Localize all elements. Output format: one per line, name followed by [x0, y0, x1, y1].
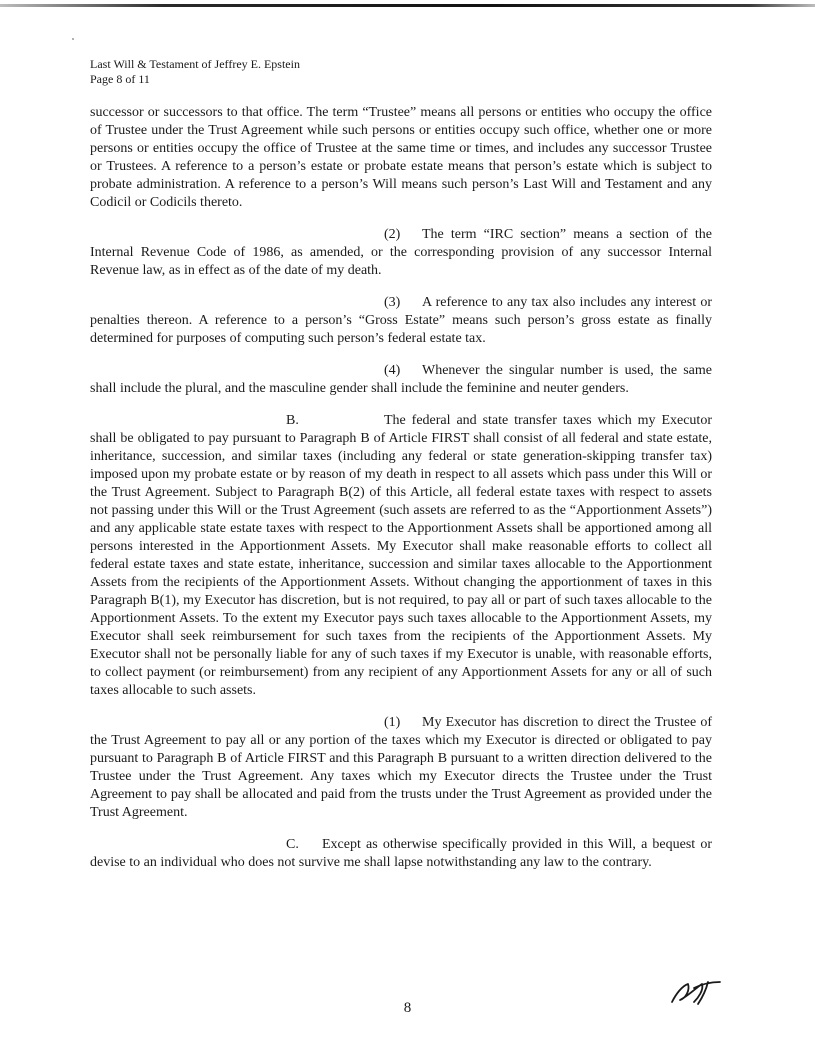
paragraph-b1-number: (1) — [384, 715, 401, 730]
document-title: Last Will & Testament of Jeffrey E. Epstein — [90, 57, 300, 71]
paragraph-4-text: Whenever the singular number is used, the same shall include the plural, and the masculine gender shall include the feminine and neuter genders. — [90, 363, 712, 396]
scan-speck — [72, 38, 74, 40]
document-body — [90, 104, 712, 872]
paragraph-c-number: C. — [286, 837, 299, 852]
page-number: 8 — [403, 1000, 412, 1016]
paragraph-b1 — [90, 714, 712, 822]
paragraph-b-number: B. — [286, 413, 299, 428]
paragraph-b — [90, 412, 712, 700]
paragraph-2-text: The term “IRC section” means a section of the Internal Revenue Code of 1986, as amended, or the corresponding provision of any successor Internal Revenue law, as in effect as of the date of my death. — [90, 227, 712, 278]
paragraph-3 — [90, 294, 712, 348]
paragraph-4 — [90, 362, 712, 398]
paragraph-3-number: (3) — [384, 295, 401, 310]
paragraph-c — [90, 836, 712, 872]
paragraph-b1-text: My Executor has discretion to direct the Trustee of the Trust Agreement to pay all or any portion of the taxes which my Executor is directed or obligated to pay pursuant to Paragraph B of Article FIRST and this Paragraph B pursuant to a written direction delivered to the Trustee under the Trust Agreement. Any taxes which my Executor directs the Trustee under the Trust Agreement to pay shall be allocated and paid from the trusts under the Trust Agreement as provided under the Trust Agreement. — [90, 715, 712, 820]
paragraph-2 — [90, 226, 712, 280]
paragraph-b-text: The federal and state transfer taxes which my Executor shall be obligated to pay pursuant to Paragraph B of Article FIRST shall consist of all federal and state estate, inheritance, succession, and similar taxes (including any federal or state generation-skipping transfer tax) imposed upon my probate estate or by reason of my death in respect to all assets which pass under this Will or the Trust Agreement. Subject to Paragraph B(2) of this Article, all federal estate taxes with respect to assets not passing under this Will or the Trust Agreement (such assets are referred to as the “Apportionment Assets”) and any applicable state estate taxes with respect to the Apportionment Assets shall be apportioned among all persons interested in the Apportionment Assets. My Executor shall make reasonable efforts to collect all federal estate taxes and state estate, inheritance, succession and similar taxes allocable to the Apportionment Assets from the recipients of the Apportionment Assets. Without changing the apportionment of taxes in this Paragraph B(1), my Executor has discretion, but is not required, to pay all or part of such taxes allocable to the Apportionment Assets. To the extent my Executor pays such taxes allocable to the Apportionment Assets, my Executor shall seek reimbursement for such taxes from the recipients of the Apportionment Assets. My Executor shall not be personally liable for any of such taxes if my Executor is unable, with reasonable efforts, to collect payment (or reimbursement) from any recipient of any Apportionment Assets for any or all of such taxes allocable to such assets. — [90, 413, 712, 698]
paragraph-c-text: Except as otherwise specifically provided in this Will, a bequest or devise to an individual who does not survive me shall lapse notwithstanding any law to the contrary. — [90, 837, 712, 870]
handwritten-initials-icon — [668, 976, 724, 1008]
paragraph-3-text: A reference to any tax also includes any interest or penalties thereon. A reference to a person’s “Gross Estate” means such person’s gross estate as finally determined for purposes of computing such person’s federal estate tax. — [90, 295, 712, 346]
scan-edge-line — [0, 4, 815, 7]
paragraph-continued: successor or successors to that office. The term “Trustee” means all persons or entities who occupy the office of Trustee under the Trust Agreement while such persons or entities occupy such office, whether one or more persons or entities occupy the office of Trustee at the same time or times, and includes any successor Trustee or Trustees. A reference to a person’s estate or probate estate means that person’s estate which is subject to probate administration. A reference to a person’s Will means such person’s Last Will and Testament and any Codicil or Codicils thereto. — [90, 105, 712, 210]
page-header — [90, 57, 300, 87]
paragraph-2-number: (2) — [384, 227, 401, 242]
page-indicator: Page 8 of 11 — [90, 72, 150, 86]
paragraph-4-number: (4) — [384, 363, 401, 378]
